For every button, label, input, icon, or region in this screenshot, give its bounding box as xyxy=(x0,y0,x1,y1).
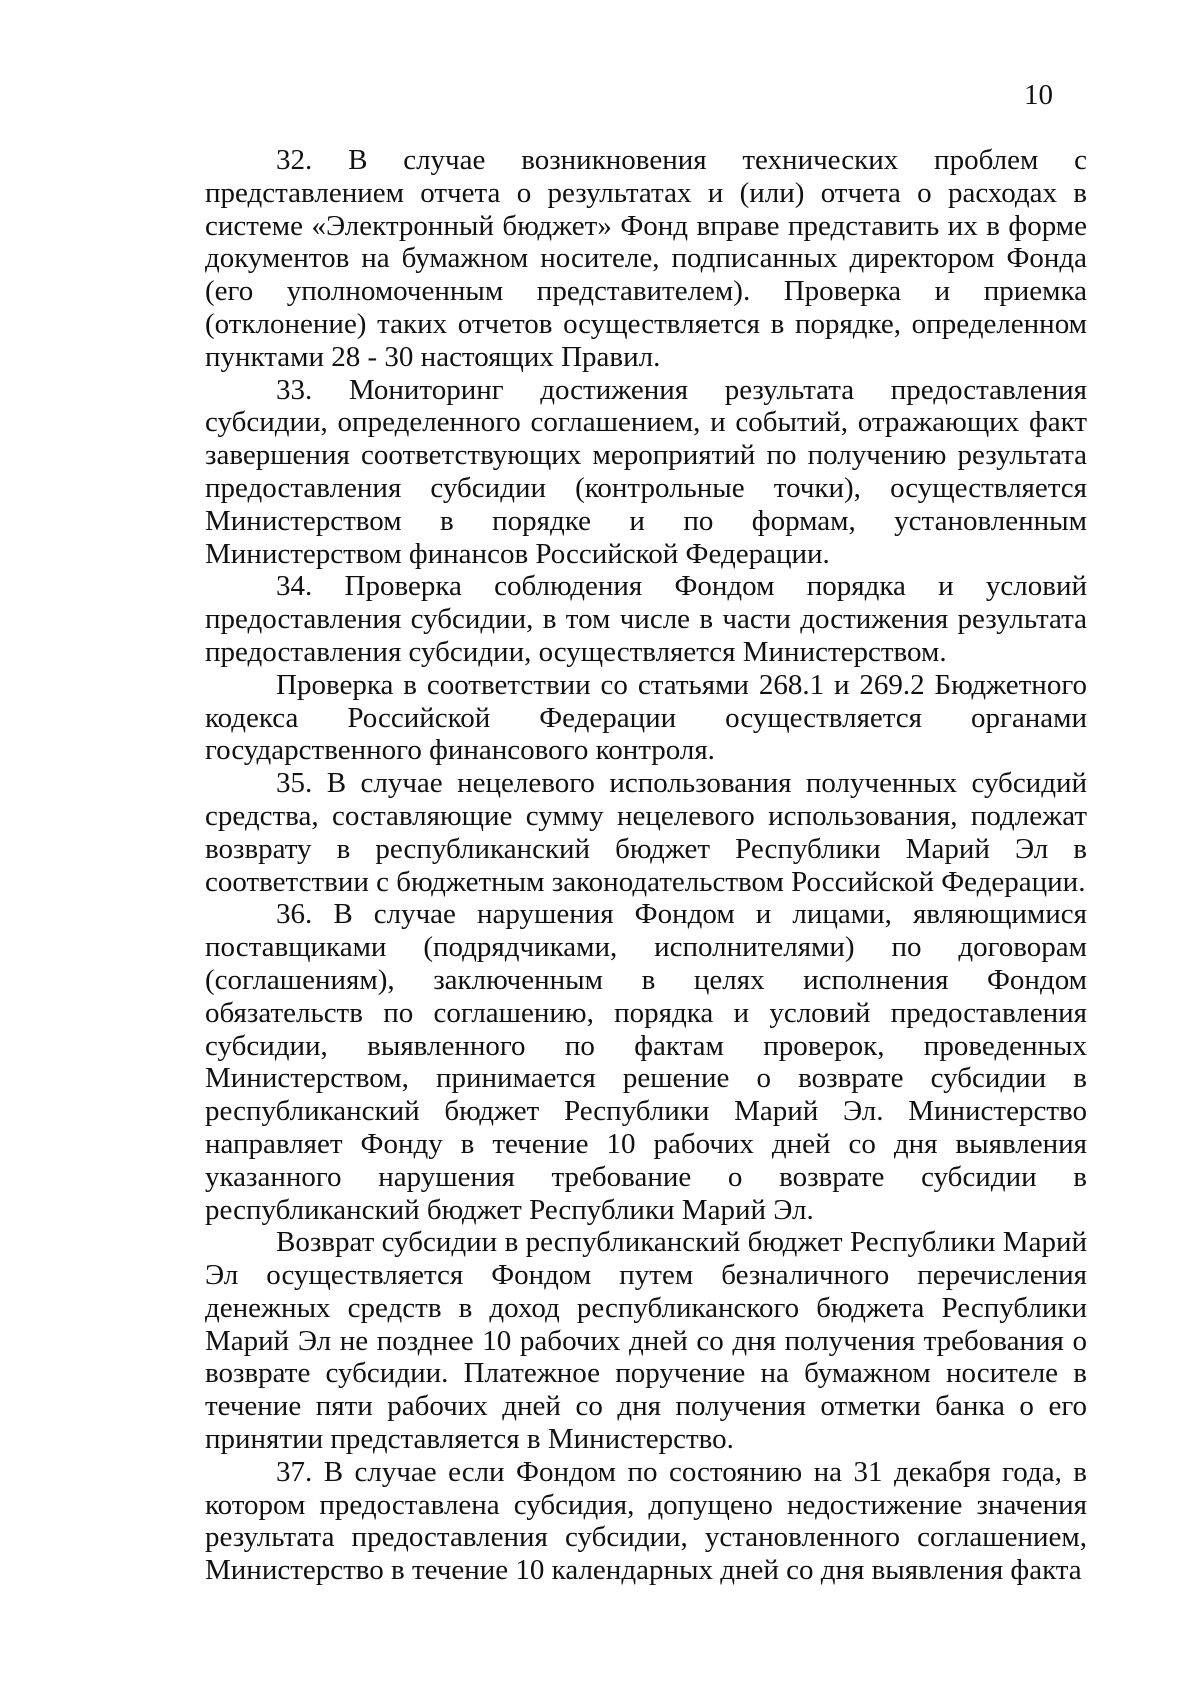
paragraph-34: 34. Проверка соблюдения Фондом порядка и условий предоставления субсидии, в том числе в части достижения результата предоставления субсидии, осуществляется Министерством. xyxy=(205,570,1087,668)
document-body xyxy=(205,144,1087,1587)
paragraph-34-continued: Проверка в соответствии со статьями 268.1 и 269.2 Бюджетного кодекса Российской Федерации осуществляется органами государственного финансового контроля. xyxy=(205,668,1087,767)
paragraph-37: 37. В случае если Фондом по состоянию на 31 декабря года, в котором предоставлена субсидия, допущено недостижение значения результата предоставления субсидии, установленного соглашением, Министерство в течение 10 календарных дней со дня выявления факта xyxy=(205,1455,1087,1587)
paragraph-36: 36. В случае нарушения Фондом и лицами, являющимися поставщиками (подрядчиками, исполнителями) по договорам (соглашениям), заключенным в целях исполнения Фондом обязательств по соглашению, порядка и условий предоставления субсидии, выявленного по фактам проверок, проведенных Министерством, принимается решение о возврате субсидии в республиканский бюджет Республики Марий Эл. Министерство направляет Фонду в течение 10 рабочих дней со дня выявления указанного нарушения требование о возврате субсидии в республиканский бюджет Республики Марий Эл. xyxy=(205,898,1087,1226)
paragraph-35: 35. В случае нецелевого использования полученных субсидий средства, составляющие сумму нецелевого использования, подлежат возврату в республиканский бюджет Республики Марий Эл в соответствии с бюджетным законодательством Российской Федерации. xyxy=(205,767,1087,898)
paragraph-36-continued: Возврат субсидии в республиканский бюджет Республики Марий Эл осуществляется Фондом путем безналичного перечисления денежных средств в доход республиканского бюджета Республики Марий Эл не позднее 10 рабочих дней со дня получения требования о возврате субсидии. Платежное поручение на бумажном носителе в течение пяти рабочих дней со дня получения отметки банка о его принятии представляется в Министерство. xyxy=(205,1226,1087,1456)
page-number: 10 xyxy=(1024,79,1053,111)
paragraph-32: 32. В случае возникновения технических проблем с представлением отчета о результатах и (или) отчета о расходах в системе «Электронный бюджет» Фонд вправе представить их в форме документов на бумажном носителе, подписанных директором Фонда (его уполномоченным представителем). Проверка и приемка (отклонение) таких отчетов осуществляется в порядке, определенном пунктами 28 - 30 настоящих Правил. xyxy=(205,144,1087,373)
paragraph-33: 33. Мониторинг достижения результата предоставления субсидии, определенного соглашением, и событий, отражающих факт завершения соответствующих мероприятий по получению результата предоставления субсидии (контрольные точки), осуществляется Министерством в порядке и по формам, установленным Министерством финансов Российской Федерации. xyxy=(205,373,1087,570)
